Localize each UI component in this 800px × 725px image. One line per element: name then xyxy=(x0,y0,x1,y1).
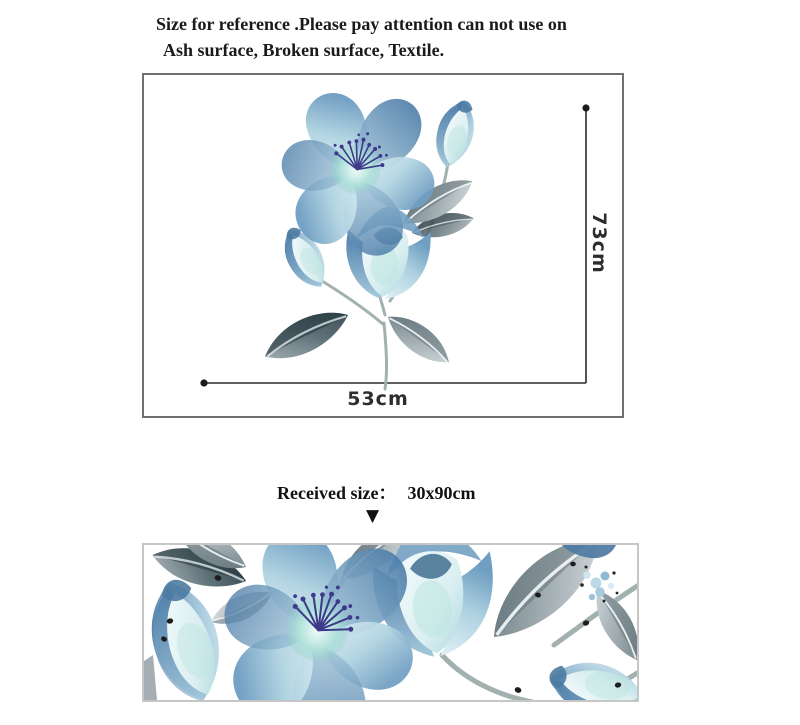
received-size-value: 30x90cm xyxy=(407,483,476,503)
strip-bottom-right-bud xyxy=(544,656,637,700)
height-label: 73cm xyxy=(588,212,610,274)
lower-right-leaf xyxy=(382,304,456,375)
flower-illustration xyxy=(144,75,622,416)
width-dimension-line xyxy=(200,379,586,386)
height-dimension-dot xyxy=(582,104,589,111)
header-text xyxy=(156,11,567,63)
size-diagram-box xyxy=(142,73,624,418)
down-arrow-icon: ▼ xyxy=(366,506,380,526)
pattern-strip-illustration xyxy=(144,545,637,700)
strip-leaf-sliver xyxy=(144,655,157,700)
header-line1: Size for reference .Please pay attention can not use on xyxy=(156,14,567,34)
lower-left-leaf xyxy=(258,297,354,374)
strip-bottom-left-bud xyxy=(144,572,236,700)
pattern-strip-box xyxy=(142,543,639,702)
received-size-label: Received size： xyxy=(277,483,397,503)
header-line2: Ash surface, Broken surface, Textile. xyxy=(163,40,445,60)
top-right-bud xyxy=(430,96,479,171)
strip-leaf-gray-4 xyxy=(474,545,618,651)
width-dimension-dot xyxy=(200,379,207,386)
width-label: 53cm xyxy=(347,388,409,410)
received-size-row xyxy=(277,479,475,505)
